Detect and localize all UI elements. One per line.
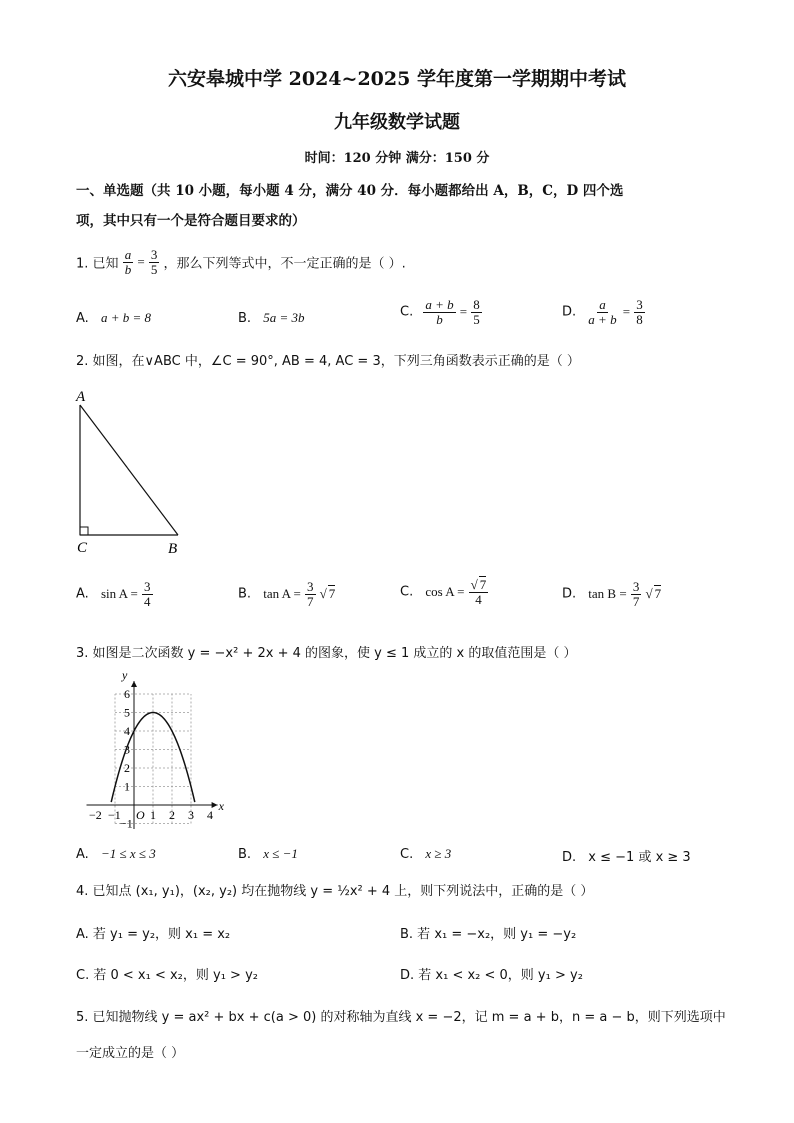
x-tick-label: −2 [89, 808, 102, 822]
q2-option-b-pre: tan A = [263, 586, 301, 602]
q1-frac-35 [149, 248, 160, 276]
q3-option-d-label: D. [562, 850, 577, 865]
q3-option-d-text: x ≤ −1 或 x ≥ 3 [588, 850, 691, 865]
vertex-b-label: B [168, 541, 178, 557]
x-tick-label: −1 [108, 808, 121, 822]
exam-subtitle: 九年级数学试题 [334, 112, 460, 133]
q1-frac-35-den: 5 [150, 261, 158, 277]
q1-option-c [400, 298, 482, 326]
q2-option-b-num: 3 [307, 579, 314, 594]
y-tick-label: 4 [124, 724, 130, 738]
vertex-a-label: A [76, 389, 86, 405]
q2-option-b-label: B. [238, 586, 252, 602]
q2-option-a-den: 4 [144, 593, 151, 609]
y-axis-label: y [122, 670, 128, 683]
question-1-stem [76, 248, 406, 276]
q1-option-d-eq: = [622, 304, 631, 320]
chart-axes [87, 681, 218, 829]
q1-option-d-den: a + b [588, 311, 617, 327]
q1-frac-ab [123, 248, 134, 276]
q2-option-b-root: 7 [328, 586, 336, 602]
q1-option-c-frac [423, 298, 455, 326]
q2-option-d-root: 7 [654, 586, 662, 602]
q1-option-c-rnum: 8 [473, 297, 480, 312]
q2-option-c-frac: $\frac{√ 7}{4}$ [470, 577, 487, 607]
q1-option-c-eq: = [459, 304, 468, 320]
y-axis-arrow [131, 681, 137, 687]
q2-option-d-den: 7 [632, 593, 640, 609]
q4-option-b: B. 若 x₁ = −x₂，则 y₁ = −y₂ [400, 927, 577, 942]
q3-option-c [400, 846, 451, 862]
q1-frac-ab-den: b [124, 261, 132, 277]
q1-option-d-rnum: 3 [636, 297, 643, 312]
q1-option-a [76, 310, 151, 326]
q3-option-d [562, 846, 691, 865]
q3-option-b-label: B. [238, 847, 252, 862]
q2-option-c [400, 578, 488, 606]
q1-option-d-rfrac [634, 298, 645, 326]
q2-option-d-num: 3 [632, 579, 640, 594]
q2-option-c-label: C. [400, 584, 414, 600]
q4-option-d: D. 若 x₁ < x₂ < 0，则 y₁ > y₂ [400, 968, 583, 983]
q3-option-a-text: −1 ≤ x ≤ 3 [100, 846, 156, 861]
q3-option-b-text: x ≤ −1 [263, 846, 298, 861]
q3-option-c-label: C. [400, 847, 414, 862]
q1-option-b-text: 5a = 3b [263, 310, 305, 325]
q2-option-a-pre: sin A = [100, 586, 138, 602]
q1-option-c-den: b [436, 311, 443, 327]
q2-option-c-num: 7 [479, 577, 487, 592]
section-heading-line2: 项，其中只有一个是符合题目要求的） [76, 213, 306, 229]
q4-option-c: C. 若 0 < x₁ < x₂，则 y₁ > y₂ [76, 968, 258, 983]
q3-option-b [238, 846, 298, 862]
q1-option-d-frac [586, 298, 618, 326]
q1-frac-ab-num: a [124, 247, 132, 262]
question-5-line2: 一定成立的是（ ） [76, 1046, 185, 1061]
q3-option-a [76, 846, 156, 862]
q2-option-b-frac [305, 580, 316, 608]
q1-option-c-rfrac [471, 298, 482, 326]
y-tick-label: 2 [124, 761, 130, 775]
y-tick-label: 6 [124, 687, 130, 701]
y-tick-label: −1 [120, 816, 133, 831]
x-tick-label: 1 [150, 808, 156, 822]
q1-frac-35-num: 3 [150, 247, 158, 262]
q3-option-c-text: x ≥ 3 [425, 846, 452, 861]
q2-option-a-frac [142, 580, 153, 608]
q1-option-d-num: a [599, 297, 606, 312]
q2-option-d-label: D. [562, 586, 577, 602]
q2-triangle-figure [70, 385, 200, 560]
vertex-c-label: C [77, 540, 88, 556]
q2-option-c-pre: cos A = [425, 584, 465, 600]
y-tick-label: 3 [124, 742, 130, 757]
section-heading-line1: 一、单选题（共 10 小题，每小题 4 分，满分 40 分．每小题都给出 A，B，C，D 四个选 [76, 183, 624, 199]
question-2-stem: 2. 如图，在∨ABC 中，∠C = 90°, AB = 4, AC = 3，下列三角函数表示正确的是（ ） [76, 354, 580, 369]
x-tick-label: 3 [188, 808, 194, 822]
q4-option-a: A. 若 y₁ = y₂，则 x₁ = x₂ [76, 927, 231, 942]
q1-option-d-rden: 8 [636, 311, 643, 327]
x-tick-label: 4 [207, 808, 213, 822]
q2-option-a [76, 580, 153, 608]
q3-parabola-chart [72, 670, 232, 835]
question-3-stem: 3. 如图是二次函数 y = −x² + 2x + 4 的图象，使 y ≤ 1 成立的 x 的取值范围是（ ） [76, 646, 577, 661]
q2-option-d: D. tan B = $\frac{3}{7}$ √ 7 [562, 579, 662, 609]
q1-option-c-num: a + b [425, 297, 454, 312]
q1-option-b-label: B. [238, 311, 252, 326]
q2-option-b-den: 7 [307, 593, 314, 609]
origin-label: O [136, 808, 145, 822]
q2-option-d-frac [631, 580, 642, 608]
q2-option-c-den: 4 [475, 591, 482, 607]
q1-option-c-label: C. [400, 304, 414, 320]
x-axis-label: x [218, 799, 224, 813]
q1-option-b [238, 310, 304, 326]
q3-option-a-label: A. [76, 847, 89, 862]
q1-stem-suffix: ，那么下列等式中，不一定正确的是（ ）. [163, 256, 406, 272]
right-angle-marker [80, 527, 88, 535]
q2-option-b: B. tan A = $\frac{3}{7}$ √ 7 [238, 579, 336, 609]
q1-frac-eq: = [137, 254, 145, 270]
q1-option-a-label: A. [76, 311, 89, 326]
q1-option-c-rden: 5 [473, 311, 480, 327]
exam-title: 六安皋城中学 2024~2025 学年度第一学期期中考试 [168, 68, 626, 90]
x-tick-label: 2 [169, 808, 175, 822]
q2-side-ab [80, 405, 178, 535]
time-info: 时间：120 分钟 满分：150 分 [304, 151, 490, 166]
q1-option-a-text: a + b = 8 [100, 310, 151, 325]
y-tick-label: 1 [124, 779, 130, 794]
q2-option-a-label: A. [76, 586, 89, 602]
q2-option-a-num: 3 [144, 579, 151, 594]
question-4-stem: 4. 已知点 (x₁, y₁)，(x₂, y₂) 均在抛物线 y = ½x² + 4 上，则下列说法中，正确的是（ ） [76, 884, 594, 899]
q2-option-d-pre: tan B = [588, 586, 627, 602]
question-5-line1: 5. 已知抛物线 y = ax² + bx + c(a > 0) 的对称轴为直线 x = −2，记 m = a + b，n = a − b，则下列选项中 [76, 1010, 726, 1025]
q1-option-d-label: D. [562, 304, 577, 320]
y-tick-label: 5 [124, 705, 130, 720]
q1-stem-prefix: 1. 已知 [76, 256, 119, 272]
q1-option-d [562, 298, 645, 326]
